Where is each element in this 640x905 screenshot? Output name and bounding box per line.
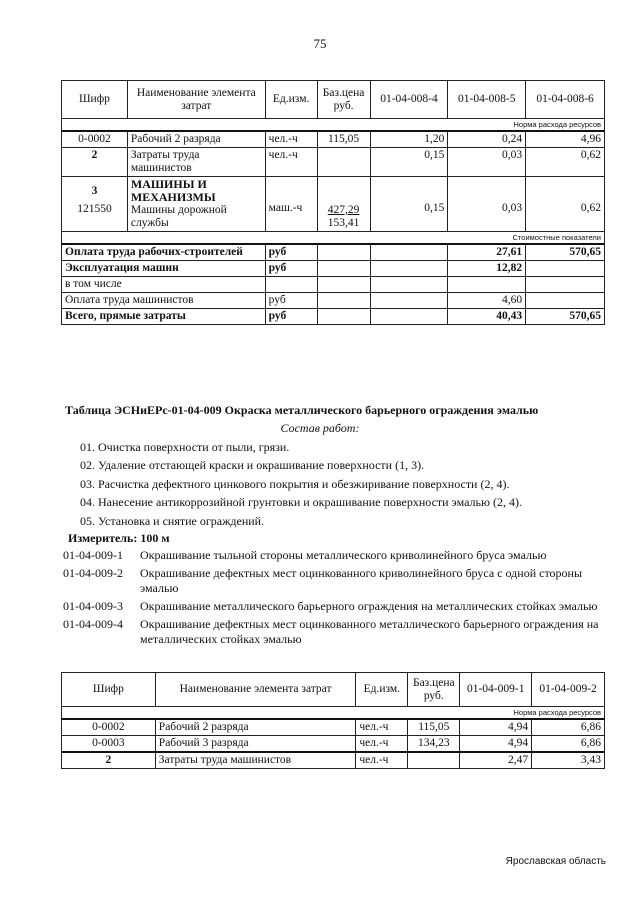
code-list-item bbox=[63, 617, 623, 647]
row-unit: чел.-ч bbox=[265, 148, 317, 177]
table-title: Таблица ЭСНиЕРс-01-04-009 Окраска металлического барьерного ограждения эмалью bbox=[65, 403, 539, 417]
cost-row-value-2 bbox=[448, 277, 526, 293]
cost-row bbox=[62, 277, 605, 293]
cost-row-value-3: 570,65 bbox=[526, 309, 605, 325]
cost-tag: Стоимостные показатели bbox=[62, 232, 605, 245]
row-value-2: 0,24 bbox=[448, 131, 526, 148]
resource-table-008 bbox=[61, 80, 605, 325]
header-code: Шифр bbox=[62, 81, 128, 119]
code-list-item bbox=[63, 599, 623, 614]
cost-row-name: Оплата труда рабочих-строителей bbox=[62, 244, 266, 261]
list-item: 03. Расчистка дефектного цинкового покрытия и обезжиривание поверхности (2, 4). bbox=[80, 476, 510, 491]
page-number: 75 bbox=[313, 36, 327, 51]
cost-row-unit: руб bbox=[265, 244, 317, 261]
header-col-3: 01-04-008-6 bbox=[526, 81, 605, 119]
header-code: Шифр bbox=[62, 673, 156, 707]
row-name: Рабочий 2 разряда bbox=[127, 131, 265, 148]
cost-row-value-3 bbox=[526, 261, 605, 277]
row-value-2: 0,03 bbox=[448, 148, 526, 177]
row-value-1: 2,47 bbox=[460, 752, 532, 769]
work-list bbox=[80, 438, 522, 530]
machine-price-bottom: 153,41 bbox=[327, 217, 360, 229]
row-unit: чел.-ч bbox=[356, 752, 408, 769]
row-code: 0-0002 bbox=[62, 131, 128, 148]
row-unit: чел.-ч bbox=[356, 736, 408, 753]
row-value-1: 0,15 bbox=[370, 148, 448, 177]
row-value-1: 1,20 bbox=[370, 131, 448, 148]
code-number: 01-04-009-1 bbox=[63, 548, 123, 562]
table-row bbox=[62, 736, 605, 753]
code-description: Окрашивание тыльной стороны металлического криволинейного бруса эмалью bbox=[140, 548, 547, 562]
row-code: 2 bbox=[62, 148, 128, 177]
cost-row-value-2: 40,43 bbox=[448, 309, 526, 325]
row-value-3: 4,96 bbox=[526, 131, 605, 148]
row-value-3: 0,62 bbox=[526, 148, 605, 177]
cost-row-value-3 bbox=[526, 277, 605, 293]
list-item: 05. Установка и снятие ограждений. bbox=[80, 513, 265, 528]
machine-value-2: 0,03 bbox=[448, 177, 526, 232]
cost-row-unit: руб bbox=[265, 309, 317, 325]
cost-row bbox=[62, 293, 605, 309]
row-code: 0-0003 bbox=[62, 736, 156, 753]
table-row bbox=[62, 131, 605, 148]
row-price: 115,05 bbox=[408, 719, 460, 736]
table-row bbox=[62, 752, 605, 769]
row-price bbox=[408, 752, 460, 769]
cost-row-unit: руб bbox=[265, 293, 317, 309]
code-description: Окрашивание дефектных мест оцинкованного криволинейного бруса с одной стороны эмалью bbox=[140, 566, 583, 595]
row-name: Затраты труда машинистов bbox=[127, 148, 265, 177]
cost-row-value-2: 4,60 bbox=[448, 293, 526, 309]
resource-table-009 bbox=[61, 672, 605, 769]
row-value-2: 6,86 bbox=[532, 719, 605, 736]
row-name: Затраты труда машинистов bbox=[155, 752, 356, 769]
row-name: Рабочий 2 разряда bbox=[155, 719, 356, 736]
cost-row-unit bbox=[265, 277, 317, 293]
list-item: 01. Очистка поверхности от пыли, грязи. bbox=[80, 440, 290, 454]
cost-row-name: Оплата труда машинистов bbox=[62, 293, 266, 309]
code-list-item bbox=[63, 566, 623, 596]
machine-value-3: 0,62 bbox=[526, 177, 605, 232]
cost-row bbox=[62, 309, 605, 325]
machine-unit: маш.-ч bbox=[265, 177, 317, 232]
header-name: Наименование элемента затрат bbox=[155, 673, 356, 707]
row-unit: чел.-ч bbox=[265, 131, 317, 148]
code-list bbox=[63, 548, 623, 650]
cost-row bbox=[62, 244, 605, 261]
code-description: Окрашивание дефектных мест оцинкованного металлического барьерного ограждения на металлических стойках эмалью bbox=[140, 617, 599, 646]
code-description: Окрашивание металлического барьерного ограждения на металлических стойках эмалью bbox=[140, 599, 598, 613]
machine-price-top: 427,29 bbox=[327, 204, 360, 216]
cost-row-name: Эксплуатация машин bbox=[62, 261, 266, 277]
cost-row-value-2: 12,82 bbox=[448, 261, 526, 277]
machines-row bbox=[62, 177, 605, 232]
cost-row-value-3 bbox=[526, 293, 605, 309]
table-row bbox=[62, 719, 605, 736]
header-col-1: 01-04-009-1 bbox=[460, 673, 532, 707]
footer-region: Ярославская область bbox=[505, 856, 606, 867]
header-col-2: 01-04-008-5 bbox=[448, 81, 526, 119]
norm-tag: Норма расхода ресурсов bbox=[62, 119, 605, 132]
header-price: Баз.цена руб. bbox=[317, 81, 370, 119]
code-list-item bbox=[63, 548, 623, 563]
row-code: 2 bbox=[62, 752, 156, 769]
row-name: Рабочий 3 разряда bbox=[155, 736, 356, 753]
cost-row-value-2: 27,61 bbox=[448, 244, 526, 261]
machine-name: Машины дорожной службы bbox=[130, 204, 227, 229]
row-value-2: 6,86 bbox=[532, 736, 605, 753]
machine-code: 121550 bbox=[77, 203, 112, 215]
header-unit: Ед.изм. bbox=[265, 81, 317, 119]
cost-row-name: Всего, прямые затраты bbox=[62, 309, 266, 325]
row-code: 0-0002 bbox=[62, 719, 156, 736]
row-value-1: 4,94 bbox=[460, 736, 532, 753]
machines-section-title: МАШИНЫ И МЕХАНИЗМЫ bbox=[130, 177, 216, 204]
header-col-1: 01-04-008-4 bbox=[370, 81, 448, 119]
code-number: 01-04-009-3 bbox=[63, 599, 123, 613]
list-item: 04. Нанесение антикоррозийной грунтовки и окрашивание поверхности эмалью (2, 4). bbox=[80, 495, 522, 510]
cost-row-name: в том числе bbox=[62, 277, 266, 293]
cost-row-unit: руб bbox=[265, 261, 317, 277]
work-composition-heading: Состав работ: bbox=[280, 421, 360, 435]
norm-tag: Норма расхода ресурсов bbox=[62, 707, 605, 720]
code-number: 01-04-009-4 bbox=[63, 617, 123, 631]
cost-row-value-3: 570,65 bbox=[526, 244, 605, 261]
table-row bbox=[62, 148, 605, 177]
row-unit: чел.-ч bbox=[356, 719, 408, 736]
code-number: 01-04-009-2 bbox=[63, 566, 123, 580]
row-price bbox=[317, 148, 370, 177]
header-price: Баз.цена руб. bbox=[408, 673, 460, 707]
header-unit: Ед.изм. bbox=[356, 673, 408, 707]
row-price: 115,05 bbox=[317, 131, 370, 148]
machines-section-code: 3 bbox=[91, 185, 98, 197]
header-col-2: 01-04-009-2 bbox=[532, 673, 605, 707]
machine-value-1: 0,15 bbox=[370, 177, 448, 232]
list-item: 02. Удаление отстающей краски и окрашивание поверхности (1, 3). bbox=[80, 458, 425, 473]
row-value-1: 4,94 bbox=[460, 719, 532, 736]
cost-row bbox=[62, 261, 605, 277]
row-value-2: 3,43 bbox=[532, 752, 605, 769]
header-name: Наименование элемента затрат bbox=[127, 81, 265, 119]
row-price: 134,23 bbox=[408, 736, 460, 753]
measure-unit: Измеритель: 100 м bbox=[68, 531, 170, 545]
